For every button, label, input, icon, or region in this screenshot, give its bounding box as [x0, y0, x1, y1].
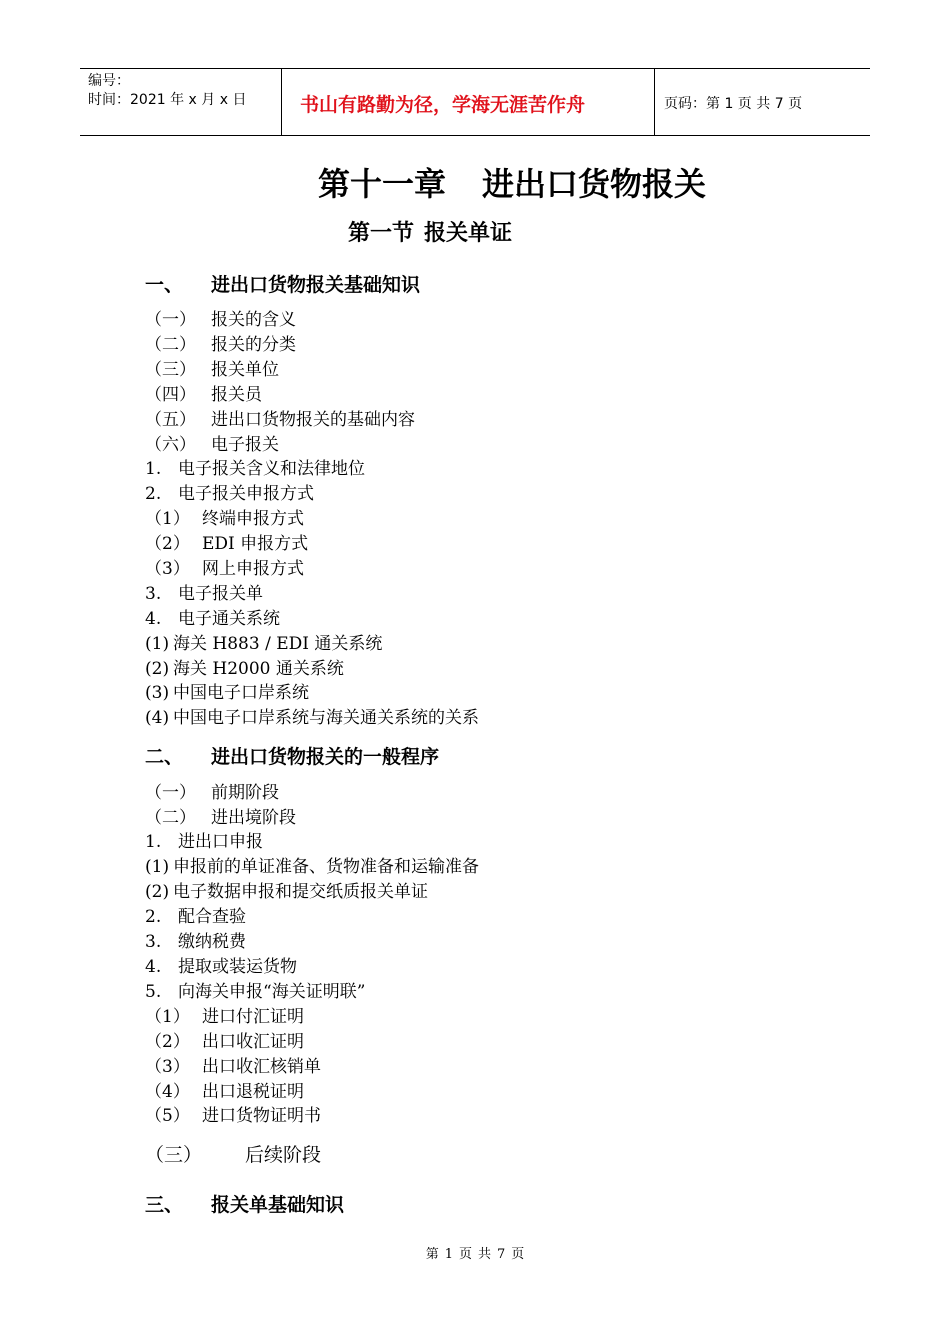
outline-marker: 3.: [145, 584, 162, 604]
header-page-label: 页码：第 1 页 共 7 页: [664, 96, 803, 112]
outline-text: 出口退税证明: [202, 1082, 304, 1102]
outline-text: 海关 H2000 通关系统: [173, 659, 344, 679]
outline-marker: （二）: [145, 335, 196, 355]
section-heading-marker: 三、: [145, 1194, 184, 1216]
outline-item: [145, 557, 304, 581]
outline-item: [145, 706, 479, 730]
section-heading-marker: 一、: [145, 274, 184, 296]
outline-item: [145, 1055, 321, 1079]
page-footer: [0, 1246, 950, 1264]
outline-item: [145, 855, 479, 879]
footer-page-number: 1: [444, 1247, 453, 1262]
outline-text: 进出口货物报关的基础内容: [211, 410, 415, 430]
outline-item: [145, 433, 279, 457]
outline-item: [145, 507, 304, 531]
outline-text: EDI 申报方式: [202, 534, 309, 554]
outline-text: 后续阶段: [245, 1144, 322, 1166]
outline-text: 报关员: [211, 385, 262, 405]
outline-marker: 4.: [145, 609, 162, 629]
outline-item: [145, 1080, 304, 1104]
section-title: [348, 218, 512, 250]
section-heading-text: 进出口货物报关基础知识: [211, 274, 421, 296]
section-heading: [145, 272, 421, 298]
outline-marker: (2): [145, 882, 170, 902]
outline-item: [145, 383, 262, 407]
outline-item: [145, 955, 297, 979]
outline-marker: （一）: [145, 310, 196, 330]
outline-text: 电子报关含义和法律地位: [178, 459, 365, 479]
outline-text: 向海关申报“海关证明联”: [178, 982, 366, 1002]
outline-item: [145, 1104, 321, 1128]
header-divider-right: [654, 68, 655, 136]
header-bottom-rule: [80, 135, 870, 136]
outline-text: 电子通关系统: [178, 609, 280, 629]
section-heading-text: 报关单基础知识: [211, 1194, 345, 1216]
outline-item: [145, 607, 280, 631]
footer-word: 页: [458, 1247, 472, 1262]
outline-marker: （一）: [145, 783, 196, 803]
outline-item: [145, 532, 309, 556]
outline-item: [145, 980, 366, 1004]
outline-text: 配合查验: [178, 907, 246, 927]
section-heading-marker: 二、: [145, 746, 184, 768]
outline-text: 进出境阶段: [211, 808, 296, 828]
outline-marker: 4.: [145, 957, 162, 977]
outline-marker: （1）: [145, 1007, 190, 1027]
section-heading: [145, 1192, 345, 1218]
chapter-title: [318, 162, 706, 206]
outline-item: [145, 830, 263, 854]
outline-marker: (1): [145, 634, 170, 654]
outline-text: 中国电子口岸系统与海关通关系统的关系: [173, 708, 479, 728]
outline-item: [145, 681, 309, 705]
outline-marker: （2）: [145, 1032, 190, 1052]
outline-text: 提取或装运货物: [178, 957, 297, 977]
outline-text: 出口收汇证明: [202, 1032, 304, 1052]
outline-text: 终端申报方式: [202, 509, 304, 529]
outline-item: [145, 408, 415, 432]
outline-text: 报关单位: [211, 360, 279, 380]
outline-text: 电子报关申报方式: [178, 484, 314, 504]
outline-text: 报关的分类: [211, 335, 296, 355]
footer-word: 第: [425, 1247, 439, 1262]
header-motto: 书山有路勤为径，学海无涯苦作舟: [300, 94, 586, 116]
outline-marker: 3.: [145, 932, 162, 952]
header-top-rule: [80, 68, 870, 69]
outline-item: [145, 358, 279, 382]
outline-marker: (3): [145, 683, 170, 703]
outline-text: 缴纳税费: [178, 932, 246, 952]
section-name: 报关单证: [424, 221, 513, 246]
outline-marker: 2.: [145, 484, 162, 504]
outline-marker: 1.: [145, 459, 162, 479]
chapter-name: 进出口货物报关: [482, 165, 707, 203]
document-number-label: 编号：: [88, 73, 130, 89]
section-number: 第一节: [348, 221, 415, 246]
outline-marker: （4）: [145, 1082, 190, 1102]
chapter-number: 第十一章: [318, 165, 447, 203]
outline-marker: （二）: [145, 808, 196, 828]
outline-item: [145, 457, 365, 481]
outline-marker: (4): [145, 708, 170, 728]
outline-text: 进出口申报: [178, 832, 263, 852]
outline-marker: （5）: [145, 1106, 190, 1126]
outline-marker: (1): [145, 857, 170, 877]
outline-marker: （四）: [145, 385, 196, 405]
outline-text: 电子报关单: [178, 584, 263, 604]
outline-item: [145, 632, 383, 656]
outline-marker: 5.: [145, 982, 162, 1002]
footer-page-total: 7: [497, 1247, 506, 1262]
footer-word: 共: [478, 1247, 492, 1262]
footer-word: 页: [511, 1247, 525, 1262]
outline-item: [145, 333, 296, 357]
section-heading-text: 进出口货物报关的一般程序: [211, 746, 440, 768]
outline-marker: （五）: [145, 410, 196, 430]
outline-marker: 1.: [145, 832, 162, 852]
outline-item: [145, 880, 428, 904]
outline-marker: 2.: [145, 907, 162, 927]
outline-item: [145, 781, 279, 805]
outline-text: 中国电子口岸系统: [173, 683, 309, 703]
outline-item: [145, 905, 246, 929]
outline-text: 进口货物证明书: [202, 1106, 321, 1126]
outline-text: 网上申报方式: [202, 559, 304, 579]
outline-text: 申报前的单证准备、货物准备和运输准备: [173, 857, 479, 877]
outline-item: [145, 1141, 322, 1169]
outline-item: [145, 308, 296, 332]
outline-item: [145, 582, 263, 606]
outline-text: 出口收汇核销单: [202, 1057, 321, 1077]
outline-marker: （3）: [145, 1057, 190, 1077]
outline-marker: (2): [145, 659, 170, 679]
outline-item: [145, 657, 344, 681]
outline-item: [145, 930, 246, 954]
document-time-label: 时间：2021 年 x 月 x 日: [88, 92, 247, 108]
outline-text: 电子报关: [211, 435, 279, 455]
outline-marker: （六）: [145, 435, 196, 455]
outline-item: [145, 1005, 304, 1029]
outline-item: [145, 482, 314, 506]
outline-item: [145, 806, 296, 830]
header-divider-left: [281, 68, 282, 136]
outline-marker: （3）: [145, 559, 190, 579]
outline-marker: （2）: [145, 534, 190, 554]
outline-text: 报关的含义: [211, 310, 296, 330]
outline-text: 电子数据申报和提交纸质报关单证: [173, 882, 428, 902]
outline-marker: （1）: [145, 509, 190, 529]
outline-text: 前期阶段: [211, 783, 279, 803]
section-heading: [145, 744, 440, 770]
outline-marker: （三）: [145, 360, 196, 380]
outline-text: 海关 H883 / EDI 通关系统: [173, 634, 383, 654]
outline-text: 进口付汇证明: [202, 1007, 304, 1027]
outline-marker: （三）: [145, 1144, 203, 1166]
outline-item: [145, 1030, 304, 1054]
